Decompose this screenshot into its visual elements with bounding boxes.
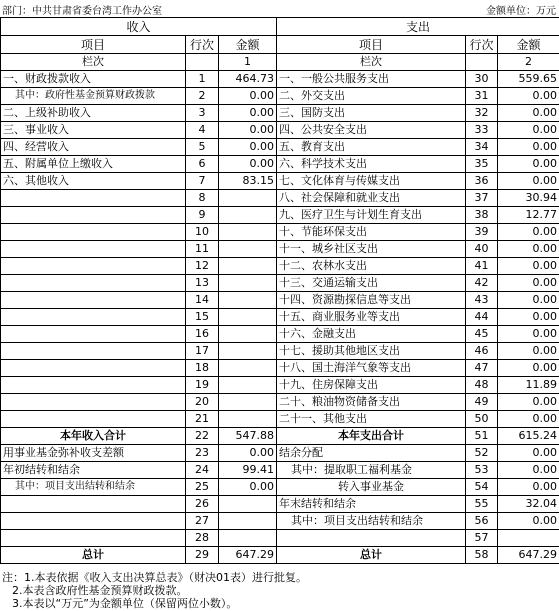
income-item: 五、附属单位上缴收入: [1, 156, 186, 173]
income-amount: [219, 530, 277, 547]
expense-column-index-empty: [466, 54, 498, 71]
table-row: [1, 547, 559, 564]
table-row: [1, 173, 559, 190]
expense-row-number: 47: [466, 360, 498, 377]
expense-amount: 32.04: [498, 496, 559, 513]
income-item: [1, 275, 186, 292]
income-amount-header: 金额: [219, 36, 277, 54]
expense-row-number: 31: [466, 88, 498, 105]
income-row-header: 行次: [186, 36, 219, 54]
table-row: [1, 479, 559, 496]
income-amount: [219, 377, 277, 394]
expense-column-index: 2: [498, 54, 559, 71]
income-amount: 0.00: [219, 156, 277, 173]
expense-row-number: 36: [466, 173, 498, 190]
income-row-number: 26: [186, 496, 219, 513]
income-amount: [219, 275, 277, 292]
budget-table: [0, 17, 559, 564]
income-row-number: 14: [186, 292, 219, 309]
income-amount: [219, 394, 277, 411]
income-column-index: 1: [219, 54, 277, 71]
unit-label: 金额单位：万元: [486, 6, 556, 17]
expense-row-number: 44: [466, 309, 498, 326]
income-item: [1, 377, 186, 394]
expense-item: 二十、粮油物资储备支出: [277, 394, 466, 411]
expense-amount: 0.00: [498, 462, 559, 479]
expense-item: 三、国防支出: [277, 105, 466, 122]
expense-item: 一、一般公共服务支出: [277, 71, 466, 88]
income-amount: [219, 360, 277, 377]
income-item: 四、经营收入: [1, 139, 186, 156]
income-item: [1, 530, 186, 547]
table-row: [1, 190, 559, 207]
income-item: [1, 411, 186, 428]
expense-row-number: 49: [466, 394, 498, 411]
expense-row-number: 58: [466, 547, 498, 564]
table-body: [1, 71, 559, 564]
income-item: [1, 326, 186, 343]
income-item: [1, 190, 186, 207]
income-row-number: 4: [186, 122, 219, 139]
income-amount: 99.41: [219, 462, 277, 479]
expense-amount: 0.00: [498, 309, 559, 326]
income-amount: 647.29: [219, 547, 277, 564]
expense-amount: 0.00: [498, 445, 559, 462]
expense-amount: 0.00: [498, 105, 559, 122]
expense-amount: 0.00: [498, 224, 559, 241]
expense-amount: 0.00: [498, 241, 559, 258]
expense-row-number: 51: [466, 428, 498, 445]
income-item: 二、上级补助收入: [1, 105, 186, 122]
expense-amount: 559.65: [498, 71, 559, 88]
expense-item: 四、公共安全支出: [277, 122, 466, 139]
expense-item: [277, 530, 466, 547]
income-row-number: 16: [186, 326, 219, 343]
income-amount: [219, 326, 277, 343]
expense-row-number: 53: [466, 462, 498, 479]
expense-item: 七、文化体育与传媒支出: [277, 173, 466, 190]
income-row-number: 5: [186, 139, 219, 156]
income-amount: [219, 207, 277, 224]
expense-item: 九、医疗卫生与计划生育支出: [277, 207, 466, 224]
income-item: [1, 513, 186, 530]
expense-column-index-label: 栏次: [277, 54, 466, 71]
expense-row-number: 39: [466, 224, 498, 241]
table-row: [1, 156, 559, 173]
expense-item: 转入事业基金: [277, 479, 466, 496]
expense-item: 十七、援助其他地区支出: [277, 343, 466, 360]
expense-item: 八、社会保障和就业支出: [277, 190, 466, 207]
income-row-number: 9: [186, 207, 219, 224]
table-row: [1, 530, 559, 547]
income-amount: [219, 309, 277, 326]
expense-row-number: 45: [466, 326, 498, 343]
expense-item: 十三、交通运输支出: [277, 275, 466, 292]
table-row: [1, 88, 559, 105]
notes: [0, 571, 559, 610]
income-item: [1, 292, 186, 309]
expense-amount: 11.89: [498, 377, 559, 394]
income-item: [1, 258, 186, 275]
table-row: [1, 445, 559, 462]
table-row: [1, 343, 559, 360]
table-row: [1, 360, 559, 377]
income-amount: 0.00: [219, 105, 277, 122]
income-row-number: 24: [186, 462, 219, 479]
table-row: [1, 224, 559, 241]
income-item: 一、财政拨款收入: [1, 71, 186, 88]
table-row: [1, 139, 559, 156]
table-row: [1, 394, 559, 411]
expense-item: 十六、金融支出: [277, 326, 466, 343]
expense-item: 十四、资源勘探信息等支出: [277, 292, 466, 309]
income-row-number: 3: [186, 105, 219, 122]
expense-amount-header: 金额: [498, 36, 559, 54]
expense-amount: 0.00: [498, 173, 559, 190]
expense-amount: [498, 530, 559, 547]
expense-amount: 30.94: [498, 190, 559, 207]
table-row: [1, 428, 559, 445]
expense-item: 十、节能环保支出: [277, 224, 466, 241]
note-1: 注：1.本表依据《收入支出决算总表》（财决01表）进行批复。: [2, 571, 307, 584]
expense-item: 年末结转和结余: [277, 496, 466, 513]
expense-item: 二、外交支出: [277, 88, 466, 105]
expense-item: 五、教育支出: [277, 139, 466, 156]
expense-item: 十一、城乡社区支出: [277, 241, 466, 258]
expense-amount: 0.00: [498, 513, 559, 530]
table-row: [1, 258, 559, 275]
income-amount: [219, 190, 277, 207]
expense-item: 本年支出合计: [277, 428, 466, 445]
expense-row-number: 32: [466, 105, 498, 122]
expense-row-number: 56: [466, 513, 498, 530]
income-header: 收入: [1, 18, 277, 36]
income-amount: 0.00: [219, 479, 277, 496]
income-item: [1, 241, 186, 258]
expense-amount: 647.29: [498, 547, 559, 564]
expense-item: 十八、国土海洋气象等支出: [277, 360, 466, 377]
expense-item: 其中：项目支出结转和结余: [277, 513, 466, 530]
expense-row-number: 50: [466, 411, 498, 428]
expense-row-number: 40: [466, 241, 498, 258]
income-row-number: 25: [186, 479, 219, 496]
expense-item: 总计: [277, 547, 466, 564]
expense-amount: 0.00: [498, 479, 559, 496]
income-row-number: 2: [186, 88, 219, 105]
income-amount: [219, 258, 277, 275]
income-item: 三、事业收入: [1, 122, 186, 139]
expense-row-number: 54: [466, 479, 498, 496]
income-row-number: 7: [186, 173, 219, 190]
expense-item: 其中：提取职工福利基金: [277, 462, 466, 479]
expense-row-number: 34: [466, 139, 498, 156]
table-row: [1, 122, 559, 139]
income-amount: 0.00: [219, 88, 277, 105]
table-row: [1, 496, 559, 513]
income-row-number: 12: [186, 258, 219, 275]
income-item: 其中：政府性基金预算财政拨款: [1, 88, 186, 105]
income-amount: 83.15: [219, 173, 277, 190]
expense-amount: 0.00: [498, 411, 559, 428]
income-amount: [219, 343, 277, 360]
income-column-index-label: 栏次: [1, 54, 186, 71]
income-row-number: 22: [186, 428, 219, 445]
income-row-number: 27: [186, 513, 219, 530]
income-amount: [219, 292, 277, 309]
income-row-number: 19: [186, 377, 219, 394]
expense-row-number: 48: [466, 377, 498, 394]
expense-row-number: 52: [466, 445, 498, 462]
table-row: [1, 105, 559, 122]
expense-header: 支出: [277, 18, 559, 36]
income-row-number: 23: [186, 445, 219, 462]
table-row: [1, 241, 559, 258]
expense-item: 十二、农林水支出: [277, 258, 466, 275]
income-row-number: 15: [186, 309, 219, 326]
income-item: [1, 496, 186, 513]
expense-amount: 0.00: [498, 139, 559, 156]
expense-amount: 0.00: [498, 292, 559, 309]
income-item: [1, 207, 186, 224]
income-row-number: 11: [186, 241, 219, 258]
income-row-number: 21: [186, 411, 219, 428]
income-amount: [219, 496, 277, 513]
expense-item: 结余分配: [277, 445, 466, 462]
income-row-number: 13: [186, 275, 219, 292]
expense-row-number: 35: [466, 156, 498, 173]
income-item: 六、其他收入: [1, 173, 186, 190]
expense-row-number: 43: [466, 292, 498, 309]
expense-row-number: 55: [466, 496, 498, 513]
income-amount: 0.00: [219, 122, 277, 139]
expense-amount: 0.00: [498, 360, 559, 377]
expense-item: 六、科学技术支出: [277, 156, 466, 173]
income-row-number: 20: [186, 394, 219, 411]
expense-amount: 0.00: [498, 326, 559, 343]
expense-row-number: 46: [466, 343, 498, 360]
income-item: 本年收入合计: [1, 428, 186, 445]
income-row-number: 6: [186, 156, 219, 173]
expense-item: 十九、住房保障支出: [277, 377, 466, 394]
expense-amount: 0.00: [498, 394, 559, 411]
expense-row-number: 30: [466, 71, 498, 88]
income-item: 用事业基金弥补收支差额: [1, 445, 186, 462]
expense-item: 十五、商业服务业等支出: [277, 309, 466, 326]
income-amount: 0.00: [219, 139, 277, 156]
income-item: [1, 309, 186, 326]
expense-row-number: 42: [466, 275, 498, 292]
expense-amount: 12.77: [498, 207, 559, 224]
table-row: [1, 462, 559, 479]
income-amount: [219, 224, 277, 241]
expense-item: 二十一、其他支出: [277, 411, 466, 428]
table-row: [1, 309, 559, 326]
expense-row-number: 33: [466, 122, 498, 139]
expense-amount: 0.00: [498, 88, 559, 105]
table-row: [1, 275, 559, 292]
expense-row-header: 行次: [466, 36, 498, 54]
expense-amount: 0.00: [498, 275, 559, 292]
expense-amount: 0.00: [498, 156, 559, 173]
income-row-number: 18: [186, 360, 219, 377]
income-row-number: 1: [186, 71, 219, 88]
expense-row-number: 57: [466, 530, 498, 547]
expense-item-header: 项目: [277, 36, 466, 54]
income-amount: 0.00: [219, 445, 277, 462]
table-row: [1, 71, 559, 88]
income-item: 其中：项目支出结转和结余: [1, 479, 186, 496]
income-amount: 464.73: [219, 71, 277, 88]
income-amount: [219, 241, 277, 258]
income-item-header: 项目: [1, 36, 186, 54]
expense-amount: 0.00: [498, 122, 559, 139]
note-3: 3.本表以“万元”为金额单位（保留两位小数）。: [12, 597, 238, 610]
table-row: [1, 326, 559, 343]
table-row: [1, 513, 559, 530]
income-row-number: 29: [186, 547, 219, 564]
table-row: [1, 377, 559, 394]
income-row-number: 17: [186, 343, 219, 360]
expense-row-number: 37: [466, 190, 498, 207]
income-item: [1, 360, 186, 377]
income-row-number: 8: [186, 190, 219, 207]
note-2: 2.本表含政府性基金预算财政拨款。: [12, 584, 188, 597]
expense-row-number: 38: [466, 207, 498, 224]
report-meta: [0, 0, 559, 17]
table-row: [1, 411, 559, 428]
income-item: 总计: [1, 547, 186, 564]
income-amount: 547.88: [219, 428, 277, 445]
income-row-number: 28: [186, 530, 219, 547]
income-item: 年初结转和结余: [1, 462, 186, 479]
expense-amount: 0.00: [498, 343, 559, 360]
income-item: [1, 224, 186, 241]
expense-row-number: 41: [466, 258, 498, 275]
expense-amount: 615.24: [498, 428, 559, 445]
income-amount: [219, 513, 277, 530]
expense-amount: 0.00: [498, 258, 559, 275]
table-row: [1, 207, 559, 224]
income-amount: [219, 411, 277, 428]
income-item: [1, 394, 186, 411]
income-column-index-empty: [186, 54, 219, 71]
income-item: [1, 343, 186, 360]
table-row: [1, 292, 559, 309]
department-label: 部门：中共甘肃省委台湾工作办公室: [2, 6, 162, 17]
income-row-number: 10: [186, 224, 219, 241]
